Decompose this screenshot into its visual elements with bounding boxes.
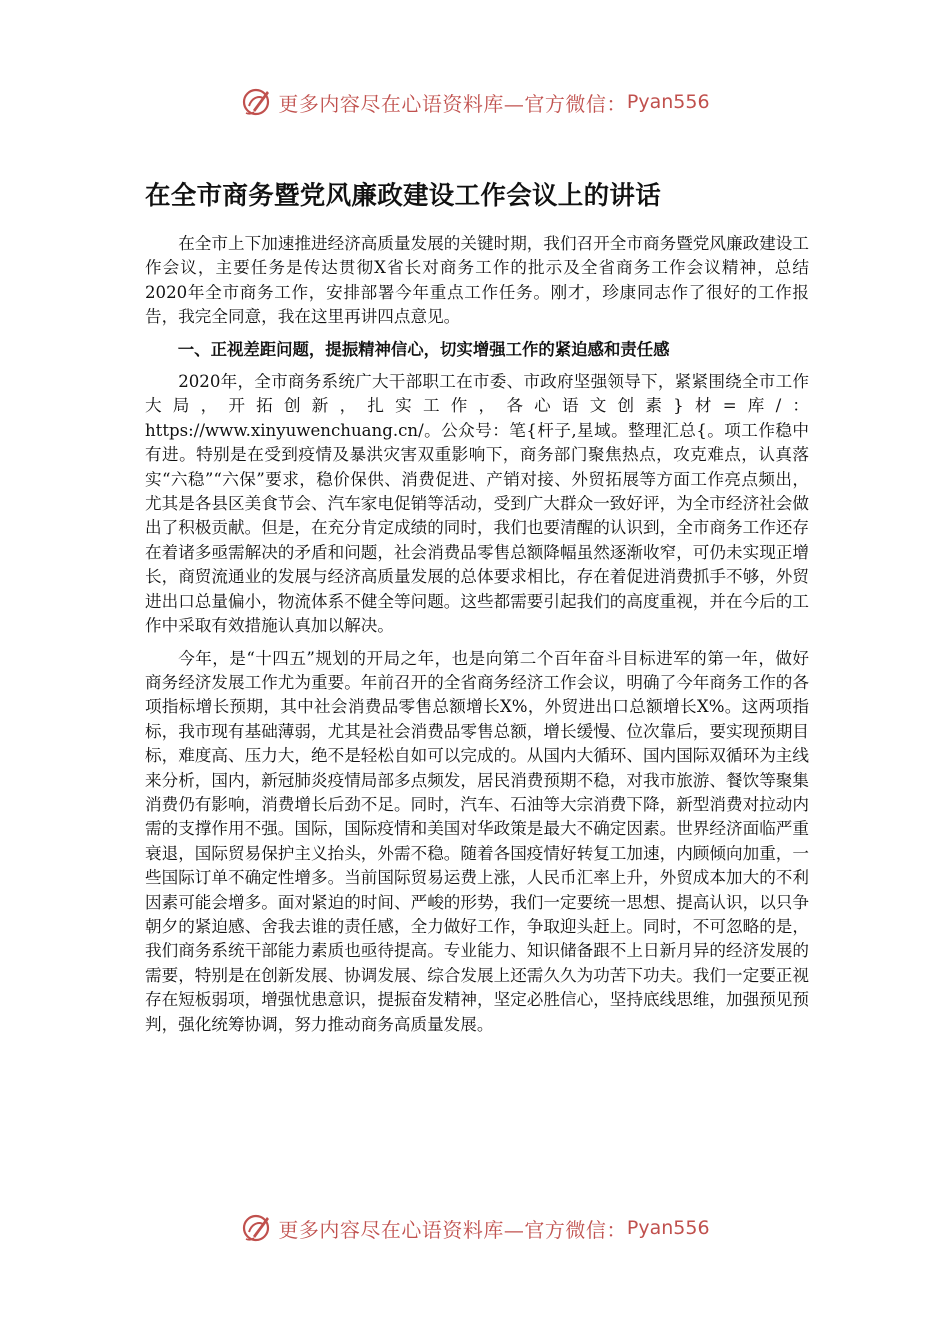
header-banner — [0, 82, 950, 122]
wechat-id: Pyan556 — [626, 91, 710, 113]
wechat-id: Pyan556 — [626, 1217, 710, 1239]
banner-text: 更多内容尽在心语资料库—官方微信： — [278, 91, 627, 116]
footer-banner — [0, 1208, 950, 1248]
brand-logo-icon — [240, 85, 274, 119]
section-heading-1: 一、正视差距问题，提振精神信心，切实增强工作的紧迫感和责任感 — [177, 339, 670, 359]
document-body — [145, 232, 809, 1045]
paragraph-2020-review: 2020年，全市商务系统广大干部职工在市委、市政府坚强领导下，紧紧围绕全市工作大局，开拓创新，扎实工作，各心语文创素}材=库/：https://www.xinyuwenchuang.cn/。公众号：笔{杆子,星域。整理汇总{。项工作稳中有进。特别是在受到疫情及暴洪灾害双重影响下，商务部门聚焦热点，攻克难点，认真落实“六稳”“六保”要求，稳价保供、消费促进、产销对接、外贸拓展等方面工作亮点频出，尤其是各县区美食节会、汽车家电促销等活动，受到广大群众一致好评，为全市经济社会做出了积极贡献。但是，在充分肯定成绩的同时，我们也要清醒的认识到，全市商务工作还存在着诸多亟需解决的矛盾和问题，社会消费品零售总额降幅虽然逐渐收窄，可仍未实现正增长，商贸流通业的发展与经济高质量发展的总体要求相比，存在着促进消费抓手不够，外贸进出口总量偏小，物流体系不健全等问题。这些都需要引起我们的高度重视，并在今后的工作中采取有效措施认真加以解决。 — [145, 372, 809, 636]
document-title: 在全市商务暨党风廉政建设工作会议上的讲话 — [145, 181, 662, 211]
paragraph-this-year: 今年，是“十四五”规划的开局之年，也是向第二个百年奋斗目标进军的第一年，做好商务经济发展工作尤为重要。年前召开的全省商务经济工作会议，明确了今年商务工作的各项指标增长预期，其中社会消费品零售总额增长X%，外贸进出口总额增长X%。这两项指标，我市现有基础薄弱，尤其是社会消费品零售总额，增长缓慢、位次靠后，要实现预期目标，难度高、压力大，绝不是轻松自如可以完成的。从国内大循环、国内国际双循环为主线来分析，国内，新冠肺炎疫情局部多点频发，居民消费预期不稳，对我市旅游、餐饮等聚集消费仍有影响，消费增长后劲不足。同时，汽车、石油等大宗消费下降，新型消费对拉动内需的支撑作用不强。国际，国际疫情和美国对华政策是最大不确定因素。世界经济面临严重衰退，国际贸易保护主义抬头，外需不稳。随着各国疫情好转复工加速，内顾倾向加重，一些国际订单不确定性增多。当前国际贸易运费上涨，人民币汇率上升，外贸成本加大的不利因素可能会增多。面对紧迫的时间、严峻的形势，我们一定要统一思想、提高认识，以只争朝夕的紧迫感、舍我去谁的责任感，全力做好工作，争取迎头赶上。同时，不可忽略的是，我们商务系统干部能力素质也亟待提高。专业能力、知识储备跟不上日新月异的经济发展的需要，特别是在创新发展、协调发展、综合发展上还需久久为功苦下功夫。我们一定要正视存在短板弱项，增强忧患意识，提振奋发精神，坚定必胜信心，坚持底线思维，加强预见预判，强化统筹协调，努力推动商务高质量发展。 — [145, 648, 809, 1034]
brand-logo-icon — [240, 1211, 274, 1245]
banner-text: 更多内容尽在心语资料库—官方微信： — [278, 1217, 627, 1242]
paragraph-intro: 在全市上下加速推进经济高质量发展的关键时期，我们召开全市商务暨党风廉政建设工作会议，主要任务是传达贯彻X省长对商务工作的批示及全省商务工作会议精神，总结2020年全市商务工作，安排部署今年重点工作任务。刚才，珍康同志作了很好的工作报告，我完全同意，我在这里再讲四点意见。 — [145, 234, 809, 327]
